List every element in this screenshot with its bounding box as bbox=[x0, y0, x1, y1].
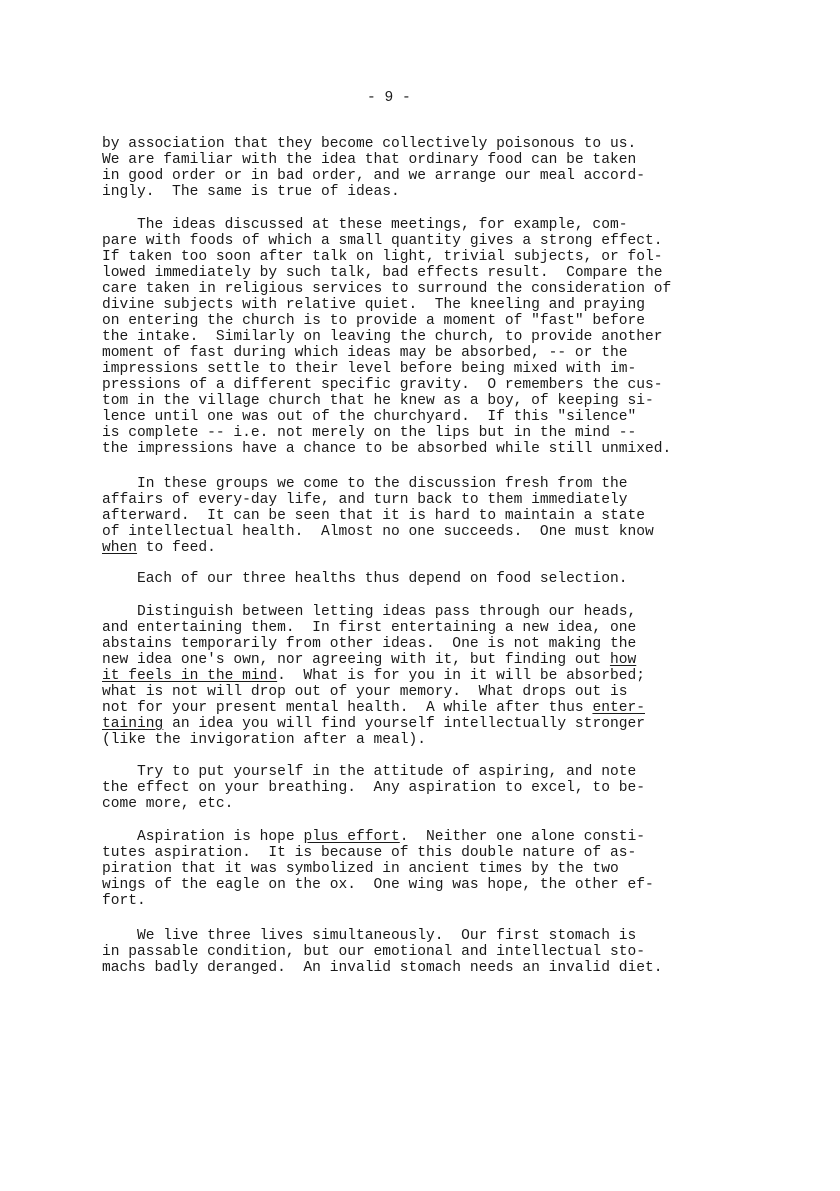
text-line: We live three lives simultaneously. Our first stomach is bbox=[102, 928, 637, 944]
text-line: The ideas discussed at these meetings, for example, com- bbox=[102, 217, 628, 233]
paragraph bbox=[102, 928, 762, 976]
paragraph bbox=[102, 217, 762, 457]
text-run: Aspiration is hope bbox=[102, 829, 304, 845]
text-line: fort. bbox=[102, 893, 146, 909]
text-line bbox=[102, 668, 762, 684]
text-line: what is not will drop out of your memory. What drops out is bbox=[102, 684, 628, 700]
paragraph bbox=[102, 604, 762, 748]
text-line: by association that they become collectively poisonous to us. bbox=[102, 136, 637, 152]
text-line: in passable condition, but our emotional and intellectual sto- bbox=[102, 944, 645, 960]
underlined-text: plus effort bbox=[303, 829, 400, 845]
text-line: We are familiar with the idea that ordinary food can be taken bbox=[102, 152, 637, 168]
text-line: tom in the village church that he knew as a boy, of keeping si- bbox=[102, 393, 654, 409]
text-line: piration that it was symbolized in ancient times by the two bbox=[102, 861, 619, 877]
paragraph bbox=[102, 136, 762, 200]
text-run: an idea you will find yourself intellectually stronger bbox=[163, 716, 645, 732]
text-line: (like the invigoration after a meal). bbox=[102, 732, 427, 748]
text-line: is complete -- i.e. not merely on the lips but in the mind -- bbox=[102, 425, 637, 441]
text-line: divine subjects with relative quiet. The kneeling and praying bbox=[102, 297, 645, 313]
paragraph bbox=[102, 764, 762, 812]
text-line: afterward. It can be seen that it is hard to maintain a state bbox=[102, 508, 645, 524]
underlined-text: taining bbox=[102, 716, 164, 732]
text-line: lowed immediately by such talk, bad effects result. Compare the bbox=[102, 265, 663, 281]
text-line: machs badly deranged. An invalid stomach needs an invalid diet. bbox=[102, 960, 663, 976]
underlined-text: when bbox=[102, 540, 138, 556]
text-line: and entertaining them. In first entertaining a new idea, one bbox=[102, 620, 637, 636]
text-line bbox=[102, 540, 762, 556]
text-line: the effect on your breathing. Any aspiration to excel, to be- bbox=[102, 780, 645, 796]
text-line: the impressions have a chance to be absorbed while still unmixed. bbox=[102, 441, 672, 457]
text-line: care taken in religious services to surround the consideration of bbox=[102, 281, 672, 297]
text-line: Distinguish between letting ideas pass through our heads, bbox=[102, 604, 637, 620]
text-line: Try to put yourself in the attitude of aspiring, and note bbox=[102, 764, 637, 780]
text-line bbox=[102, 700, 762, 716]
text-run: not for your present mental health. A while after thus bbox=[102, 700, 593, 716]
text-line bbox=[102, 829, 762, 845]
text-line: If taken too soon after talk on light, trivial subjects, or fol- bbox=[102, 249, 663, 265]
text-line: come more, etc. bbox=[102, 796, 234, 812]
paragraph bbox=[102, 571, 762, 587]
text-line: lence until one was out of the churchyard. If this "silence" bbox=[102, 409, 637, 425]
text-run: new idea one's own, nor agreeing with it, but finding out bbox=[102, 652, 610, 668]
text-line: of intellectual health. Almost no one succeeds. One must know bbox=[102, 524, 654, 540]
text-line: abstains temporarily from other ideas. One is not making the bbox=[102, 636, 637, 652]
text-line: wings of the eagle on the ox. One wing was hope, the other ef- bbox=[102, 877, 654, 893]
text-line: pare with foods of which a small quantity gives a strong effect. bbox=[102, 233, 663, 249]
text-run: to feed. bbox=[137, 540, 216, 556]
underlined-text: it feels in the mind bbox=[102, 668, 278, 684]
text-line: ingly. The same is true of ideas. bbox=[102, 184, 400, 200]
text-line: pressions of a different specific gravity. O remembers the cus- bbox=[102, 377, 663, 393]
text-line: affairs of every-day life, and turn back to them immediately bbox=[102, 492, 628, 508]
text-line: on entering the church is to provide a moment of "fast" before bbox=[102, 313, 645, 329]
page-number: - 9 - bbox=[367, 90, 411, 106]
text-line bbox=[102, 652, 762, 668]
text-line: impressions settle to their level before being mixed with im- bbox=[102, 361, 637, 377]
text-line: tutes aspiration. It is because of this double nature of as- bbox=[102, 845, 637, 861]
text-line: Each of our three healths thus depend on food selection. bbox=[102, 571, 628, 587]
text-run: . What is for you in it will be absorbed; bbox=[277, 668, 645, 684]
text-line bbox=[102, 716, 762, 732]
text-line: In these groups we come to the discussion fresh from the bbox=[102, 476, 628, 492]
text-line: in good order or in bad order, and we arrange our meal accord- bbox=[102, 168, 645, 184]
underlined-text: enter- bbox=[592, 700, 645, 716]
underlined-text: how bbox=[609, 652, 637, 668]
text-run: . Neither one alone consti- bbox=[399, 829, 645, 845]
paragraph bbox=[102, 476, 762, 556]
text-line: moment of fast during which ideas may be absorbed, -- or the bbox=[102, 345, 628, 361]
text-line: the intake. Similarly on leaving the church, to provide another bbox=[102, 329, 663, 345]
paragraph bbox=[102, 829, 762, 909]
